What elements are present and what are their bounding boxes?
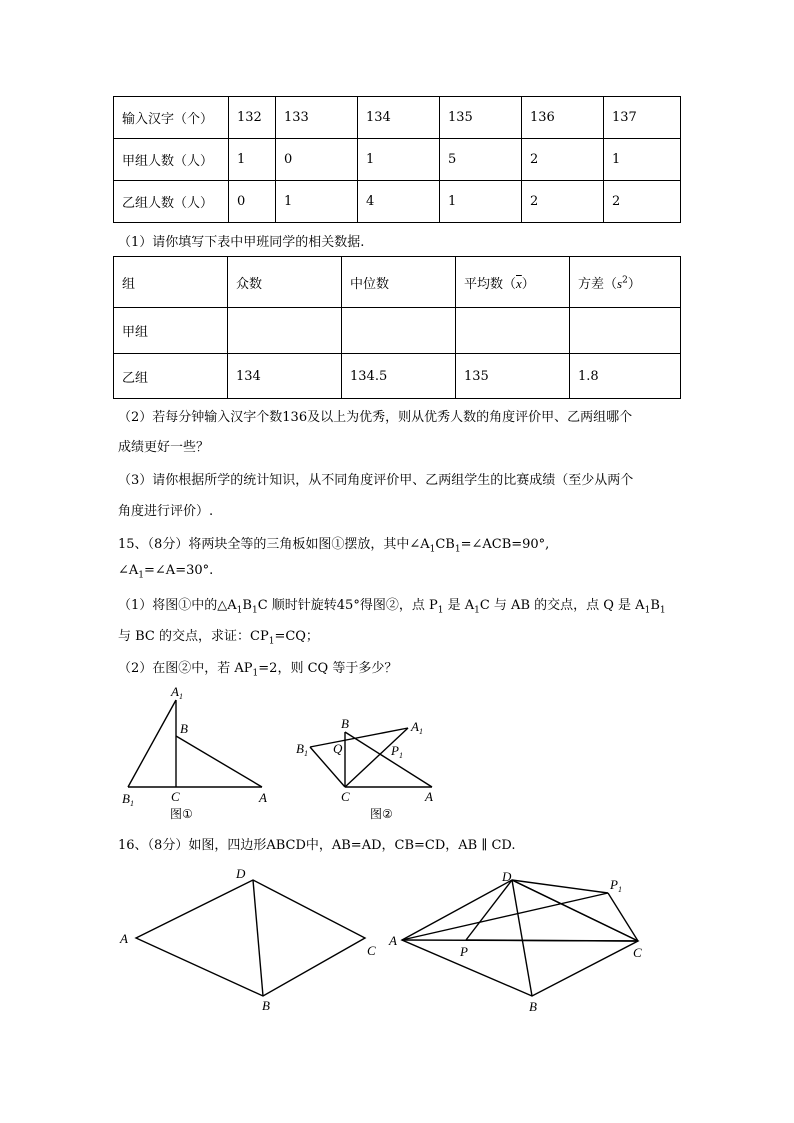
table-cell: 1.8 [570, 354, 681, 399]
text: =∠A=30°. [144, 563, 214, 578]
label-a: A [259, 790, 267, 805]
table-cell: 4 [358, 181, 440, 223]
subscript: 1 [644, 605, 651, 616]
subscript: 1 [659, 605, 666, 616]
text: 是 A [443, 598, 475, 613]
edge [345, 732, 432, 787]
edge [176, 736, 262, 787]
question-3-line-2: 角度进行评价）. [118, 504, 214, 519]
label-c: C [367, 943, 376, 958]
subscript: 1 [268, 636, 275, 647]
label-q: Q [333, 741, 343, 756]
xbar-symbol: $\overline{x}$ [516, 275, 522, 291]
table-cell: 135 [456, 354, 570, 399]
label-b1: $B_1$ [296, 741, 308, 758]
text: =2，则 CQ 等于多少？ [258, 661, 398, 676]
label-p1: $P_1$ [610, 877, 622, 894]
table-cell: 众数 [228, 257, 342, 308]
figure-2-caption: 图② [370, 807, 393, 821]
question-1: （1）请你填写下表中甲班同学的相关数据. [118, 235, 365, 250]
table-cell: 132 [229, 97, 276, 139]
table-cell: 135 [440, 97, 522, 139]
text: C 与 AB 的交点，点 Q 是 A [479, 598, 645, 613]
edge [128, 700, 176, 787]
table-cell: 1 [440, 181, 522, 223]
subscript: 1 [429, 544, 436, 555]
table-cell: 乙组人数（人） [114, 181, 229, 223]
text: C 顺时针旋转45°得图②，点 P [257, 598, 438, 613]
label-a: A [389, 933, 397, 948]
mean-label: 平均数（ [464, 276, 517, 292]
segment [466, 880, 512, 940]
text: 与 BC 的交点，求证：CP [118, 629, 269, 644]
figure-1-caption: 图① [170, 807, 193, 821]
label-b: B [529, 999, 537, 1014]
label-a: A [425, 789, 433, 804]
table-cell: 2 [604, 181, 681, 223]
mean-label-close: ） [521, 276, 535, 292]
table-cell: 137 [604, 97, 681, 139]
text: （1）将图①中的△A [118, 598, 237, 613]
label-d: D [236, 866, 246, 881]
segment [466, 940, 638, 941]
label-b: B [262, 998, 270, 1013]
table-cell: 134.5 [342, 354, 456, 399]
text: 15、（8分）将两块全等的三角板如图①摆放，其中∠A [118, 537, 430, 552]
text: =CQ； [274, 629, 319, 644]
label-a1: $A_1$ [411, 719, 423, 736]
subscript: 1 [252, 668, 259, 679]
label-c: C [341, 789, 350, 804]
table-cell: 136 [522, 97, 604, 139]
subscript: 1 [138, 570, 145, 581]
subscript: 1 [236, 605, 243, 616]
text: （2）在图②中，若 AP [118, 661, 253, 676]
subscript: 1 [454, 544, 461, 555]
table-cell: 甲组人数（人） [114, 139, 229, 181]
table-cell: 134 [358, 97, 440, 139]
table-cell: 5 [440, 139, 522, 181]
s-exponent: 2 [622, 275, 628, 286]
question-2-line-2: 成绩更好一些？ [118, 440, 210, 455]
s-symbol: s [617, 275, 623, 291]
table-cell: 133 [276, 97, 358, 139]
table-cell: 134 [228, 354, 342, 399]
variance-label: 方差（ [578, 276, 618, 292]
table-cell: 2 [522, 181, 604, 223]
label-a1: $A_1$ [171, 684, 183, 701]
subscript: 1 [474, 605, 480, 616]
question-3-line-1: （3）请你根据所学的统计知识，从不同角度评价甲、乙两组学生的比赛成绩（至少从两个 [118, 473, 634, 488]
label-p1: $P_1$ [391, 743, 403, 760]
text: =∠ACB=90°, [460, 537, 550, 552]
table-cell: 中位数 [342, 257, 456, 308]
segment [402, 893, 608, 940]
table-cell: 1 [276, 181, 358, 223]
figure-4 [402, 880, 638, 996]
figure-3-rhombus [136, 880, 365, 996]
text: CB [435, 537, 455, 552]
label-p: P [460, 944, 468, 959]
figure-1 [128, 700, 262, 787]
table-cell: 组 [114, 257, 228, 308]
label-b1: $B_1$ [122, 791, 134, 808]
table-cell: 1 [604, 139, 681, 181]
variance-label-close: ） [627, 276, 641, 292]
problem-16: 16、（8分）如图，四边形ABCD中，AB=AD，CB=CD，AB ∥ CD. [118, 838, 516, 853]
table-cell: 0 [276, 139, 358, 181]
label-b: B [180, 721, 188, 736]
subscript: 1 [251, 605, 258, 616]
table-cell: 2 [522, 139, 604, 181]
quadrilateral [136, 880, 365, 996]
text: ∠A [118, 563, 139, 578]
table-cell: 甲组 [114, 308, 228, 354]
label-a: A [120, 931, 128, 946]
question-2-line-1: （2）若每分钟输入汉字个数136及以上为优秀，则从优秀人数的角度评价甲、乙两组哪个 [118, 410, 633, 425]
label-c: C [171, 789, 180, 804]
table-cell: 0 [229, 181, 276, 223]
label-b: B [341, 716, 349, 731]
figure-2 [310, 728, 432, 787]
diagonal [512, 880, 532, 996]
table-cell: 1 [358, 139, 440, 181]
subscript: 1 [437, 605, 444, 616]
label-d: D [502, 869, 512, 884]
table-cell: 乙组 [114, 354, 228, 399]
text: B [242, 598, 252, 613]
text: B [650, 598, 660, 613]
table-cell: 输入汉字（个） [114, 97, 229, 139]
label-c: C [633, 945, 642, 960]
table-cell: 1 [229, 139, 276, 181]
diagonal [253, 880, 263, 996]
quadrilateral [402, 880, 638, 996]
